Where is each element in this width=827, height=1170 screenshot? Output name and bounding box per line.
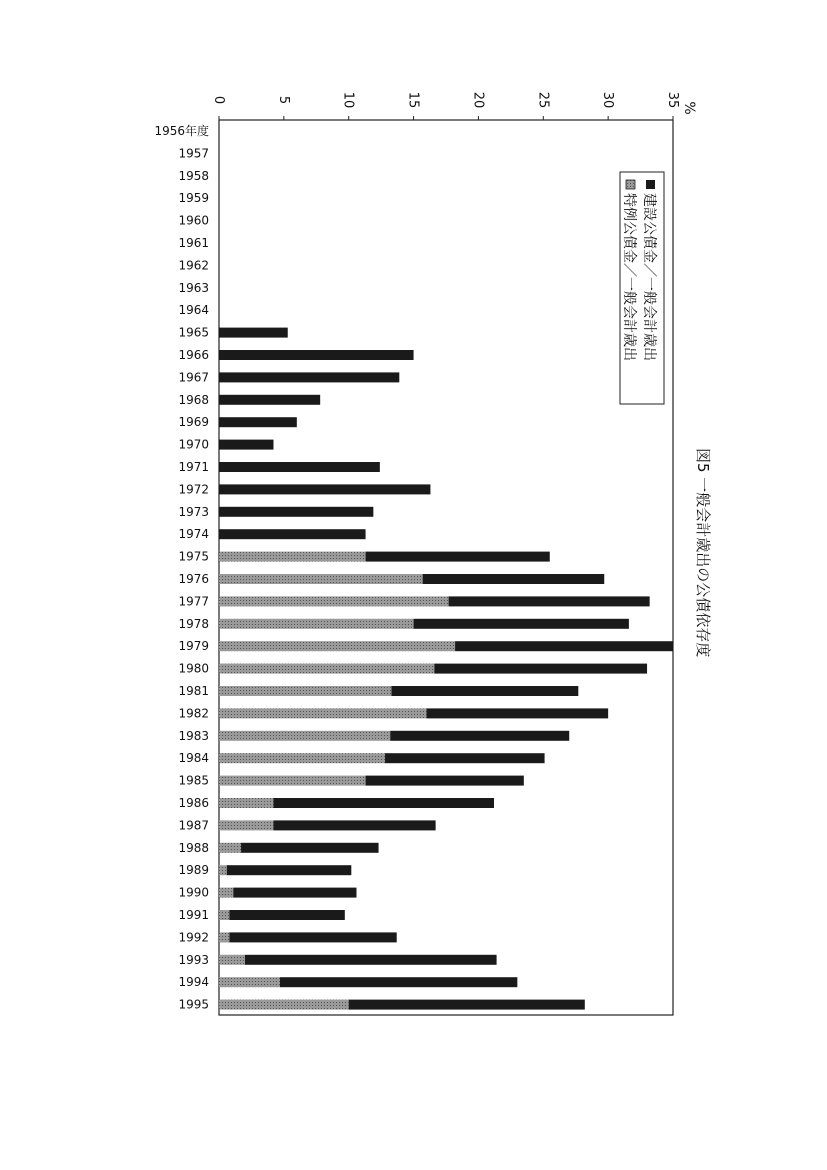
legend-label-construction: 建設公債金／一般会計歳出 bbox=[641, 193, 657, 361]
bar-construction-bond bbox=[219, 350, 414, 360]
year-label: 1958 bbox=[178, 168, 209, 183]
chart-title: 図5 一般会計歳出の公債依存度 bbox=[694, 448, 712, 658]
year-label: 1981 bbox=[178, 684, 209, 698]
year-label: 1965 bbox=[178, 325, 209, 340]
bar-special-bond bbox=[219, 776, 366, 786]
x-axis-ticks bbox=[211, 92, 680, 120]
bar-construction-bond bbox=[219, 462, 380, 472]
bar-construction-bond bbox=[455, 641, 673, 651]
bar-special-bond bbox=[219, 888, 233, 898]
year-label: 1972 bbox=[178, 482, 209, 497]
year-label: 1986 bbox=[178, 796, 209, 810]
bar-construction-bond bbox=[241, 843, 378, 853]
x-tick-label: 10 bbox=[340, 91, 356, 109]
year-label: 1978 bbox=[178, 616, 209, 631]
bar-special-bond bbox=[219, 753, 385, 763]
year-label: 1962 bbox=[178, 258, 209, 273]
bar-special-bond bbox=[219, 686, 392, 696]
bar-construction-bond bbox=[423, 574, 605, 584]
bar-special-bond bbox=[219, 843, 241, 853]
year-label: 1985 bbox=[178, 773, 209, 788]
year-label: 1969 bbox=[178, 415, 209, 430]
bar-special-bond bbox=[219, 731, 390, 741]
year-label: 1967 bbox=[178, 370, 209, 385]
bar-construction-bond bbox=[219, 395, 320, 405]
year-label: 1960 bbox=[178, 213, 209, 228]
year-label: 1974 bbox=[178, 527, 209, 542]
bar-special-bond bbox=[219, 932, 229, 942]
year-label: 1961 bbox=[178, 236, 209, 250]
bar-construction-bond bbox=[390, 731, 569, 741]
bar-construction-bond bbox=[449, 596, 650, 606]
bar-construction-bond bbox=[280, 977, 517, 987]
bar-construction-bond bbox=[229, 932, 396, 942]
bar-special-bond bbox=[219, 1000, 349, 1010]
bar-special-bond bbox=[219, 641, 455, 651]
year-label: 1991 bbox=[178, 908, 209, 922]
bar-special-bond bbox=[219, 820, 273, 830]
year-label: 1975 bbox=[178, 549, 209, 564]
year-label: 1977 bbox=[178, 594, 209, 609]
year-label: 1964 bbox=[178, 303, 209, 318]
x-tick-label: 20 bbox=[470, 91, 486, 109]
bar-construction-bond bbox=[219, 529, 366, 539]
bar-special-bond bbox=[219, 977, 280, 987]
year-label: 1988 bbox=[178, 840, 209, 855]
year-label: 1980 bbox=[178, 661, 209, 676]
year-label: 1976 bbox=[178, 572, 209, 586]
year-label: 1971 bbox=[178, 460, 209, 474]
bar-construction-bond bbox=[434, 664, 647, 674]
bar-construction-bond bbox=[273, 798, 494, 808]
year-label: 1987 bbox=[178, 818, 209, 833]
unit-label: % bbox=[681, 101, 697, 115]
bars-group bbox=[219, 328, 673, 1010]
year-labels bbox=[154, 123, 209, 1012]
bar-special-bond bbox=[219, 910, 229, 920]
bar-special-bond bbox=[219, 708, 427, 718]
x-tick-label: 15 bbox=[405, 91, 421, 109]
year-label: 1994 bbox=[178, 975, 209, 990]
year-label: 1979 bbox=[178, 639, 209, 654]
x-tick-label: 5 bbox=[275, 95, 291, 105]
year-label: 1990 bbox=[178, 885, 209, 900]
year-label: 1989 bbox=[178, 863, 209, 878]
x-tick-label: 0 bbox=[211, 95, 226, 105]
year-label: 1968 bbox=[178, 392, 209, 407]
bar-special-bond bbox=[219, 619, 414, 629]
legend-label-special: 特例公債金／一般会計歳出 bbox=[621, 193, 637, 361]
bar-construction-bond bbox=[427, 708, 609, 718]
bar-construction-bond bbox=[366, 552, 550, 562]
bar-special-bond bbox=[219, 552, 366, 562]
year-label: 1956年度 bbox=[154, 124, 209, 138]
bar-construction-bond bbox=[245, 955, 497, 965]
bar-construction-bond bbox=[219, 507, 373, 517]
bar-construction-bond bbox=[414, 619, 629, 629]
year-label: 1984 bbox=[178, 751, 209, 766]
year-label: 1970 bbox=[178, 437, 209, 452]
year-label: 1992 bbox=[178, 930, 209, 945]
bar-construction-bond bbox=[227, 865, 352, 875]
bar-construction-bond bbox=[219, 372, 399, 382]
bar-construction-bond bbox=[233, 888, 356, 898]
bar-special-bond bbox=[219, 574, 423, 584]
x-tick-label: 30 bbox=[600, 91, 616, 109]
bar-construction-bond bbox=[219, 484, 430, 494]
plot-area bbox=[219, 120, 673, 1015]
bar-special-bond bbox=[219, 955, 245, 965]
bar-construction-bond bbox=[273, 820, 435, 830]
year-label: 1982 bbox=[178, 706, 209, 721]
year-label: 1993 bbox=[178, 952, 209, 967]
bar-special-bond bbox=[219, 664, 434, 674]
bar-special-bond bbox=[219, 865, 227, 875]
bar-construction-bond bbox=[219, 328, 288, 338]
year-label: 1966 bbox=[178, 348, 209, 362]
x-tick-label: 35 bbox=[665, 91, 680, 109]
bar-construction-bond bbox=[349, 1000, 585, 1010]
legend-swatch-construction bbox=[646, 180, 655, 189]
bar-construction-bond bbox=[219, 417, 297, 427]
bar-special-bond bbox=[219, 798, 273, 808]
bar-construction-bond bbox=[219, 440, 273, 450]
x-tick-label: 25 bbox=[535, 91, 551, 109]
legend-swatch-special bbox=[626, 180, 635, 189]
legend bbox=[620, 172, 664, 404]
year-label: 1973 bbox=[178, 504, 209, 519]
year-label: 1983 bbox=[178, 728, 209, 743]
bar-construction-bond bbox=[229, 910, 344, 920]
bar-construction-bond bbox=[366, 776, 524, 786]
bar-construction-bond bbox=[392, 686, 579, 696]
year-label: 1995 bbox=[178, 997, 209, 1012]
bar-special-bond bbox=[219, 596, 449, 606]
year-label: 1963 bbox=[178, 280, 209, 295]
year-label: 1959 bbox=[178, 191, 209, 206]
year-label: 1957 bbox=[178, 146, 209, 161]
bar-construction-bond bbox=[385, 753, 545, 763]
